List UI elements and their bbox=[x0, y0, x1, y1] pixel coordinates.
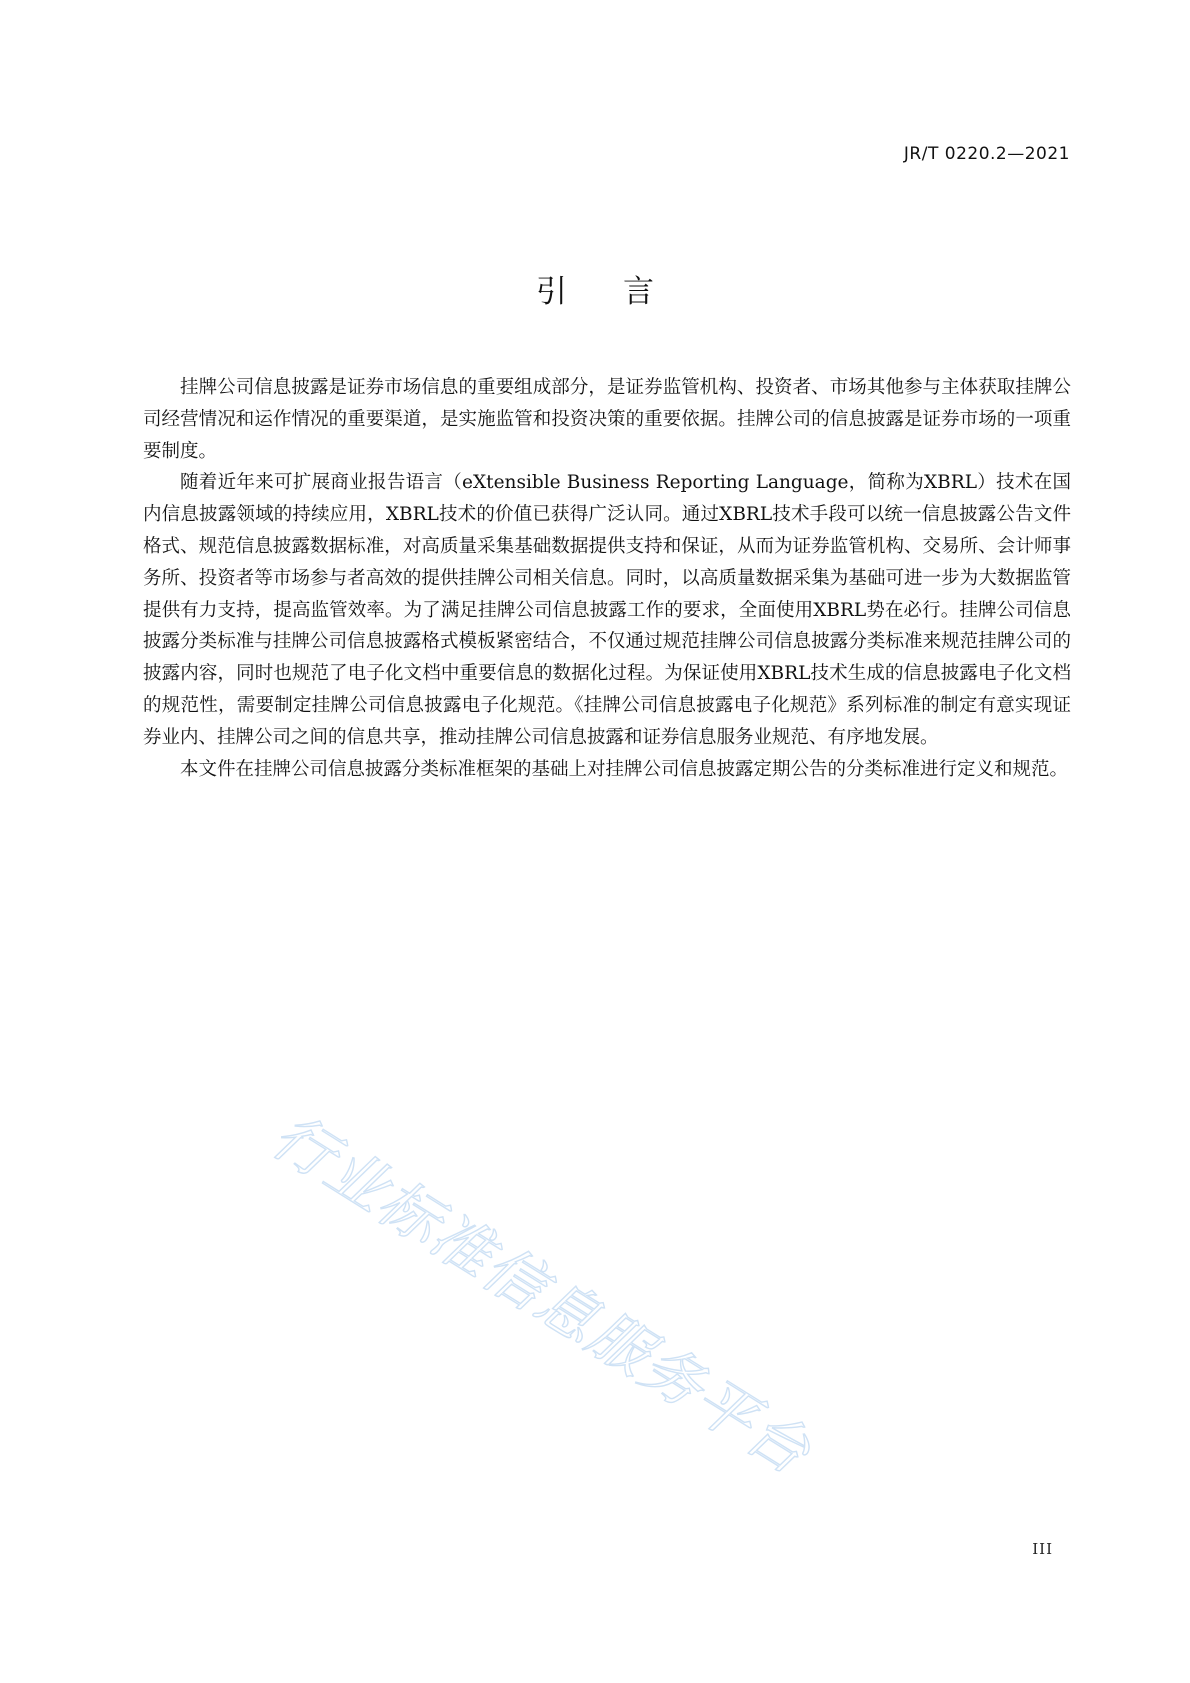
paragraph-1: 挂牌公司信息披露是证券市场信息的重要组成部分，是证券监管机构、投资者、市场其他参与主体获取挂牌公司经营情况和运作情况的重要渠道，是实施监管和投资决策的重要依据。挂牌公司的信息披露是证券市场的一项重要制度。 bbox=[143, 377, 1071, 462]
page-number: III bbox=[1032, 1540, 1053, 1558]
paragraph-2: 随着近年来可扩展商业报告语言（eXtensible Business Reporting Language，简称为XBRL）技术在国内信息披露领域的持续应用，XBRL技术的价值已获得广泛认同。通过XBRL技术手段可以统一信息披露公告文件格式、规范信息披露数据标准，对高质量采集基础数据提供支持和保证，从而为证券监管机构、交易所、会计师事务所、投资者等市场参与者高效的提供挂牌公司相关信息。同时，以高质量数据采集为基础可进一步为大数据监管提供有力支持，提高监管效率。为了满足挂牌公司信息披露工作的要求，全面使用XBRL势在必行。挂牌公司信息披露分类标准与挂牌公司信息披露格式模板紧密结合，不仅通过规范挂牌公司信息披露分类标准来规范挂牌公司的披露内容，同时也规范了电子化文档中重要信息的数据化过程。为保证使用XBRL技术生成的信息披露电子化文档的规范性，需要制定挂牌公司信息披露电子化规范。《挂牌公司信息披露电子化规范》系列标准的制定有意实现证券业内、挂牌公司之间的信息共享，推动挂牌公司信息披露和证券信息服务业规范、有序地发展。 bbox=[143, 472, 1071, 748]
page-title: 引言 bbox=[536, 274, 710, 310]
watermark: 行业标准信息服务平台 bbox=[260, 1101, 823, 1489]
standard-code: JR/T 0220.2—2021 bbox=[903, 144, 1070, 164]
body-text bbox=[143, 372, 1071, 785]
paragraph-3: 本文件在挂牌公司信息披露分类标准框架的基础上对挂牌公司信息披露定期公告的分类标准进行定义和规范。 bbox=[180, 758, 1069, 780]
